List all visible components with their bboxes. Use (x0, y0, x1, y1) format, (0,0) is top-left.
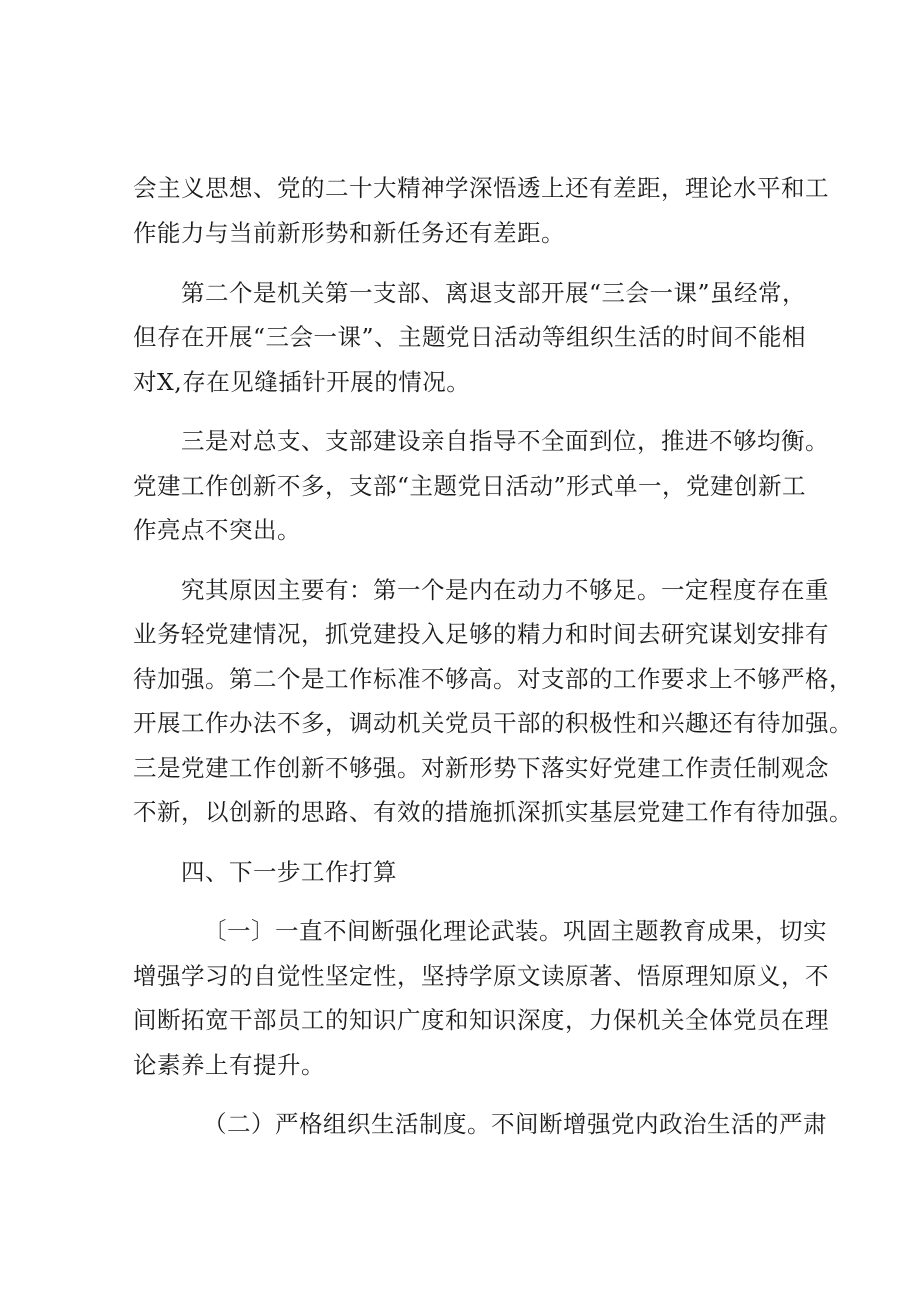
paragraph-4-line-2: 业务轻党建情况，抓党建投入足够的精力和时间去研究谋划安排有 (133, 620, 829, 648)
paragraph-1-line-1: 会主义思想、党的二十大精神学深悟透上还有差距，理论水平和工 (133, 174, 829, 202)
paragraph-3-line-3: 作亮点不突出。 (133, 516, 301, 544)
paragraph-3-line-2: 党建工作创新不多，支部“主题党日活动”形式单一，党建创新工 (133, 472, 807, 500)
section-heading: 四、下一步工作打算 (181, 858, 397, 886)
paragraph-2-line-2: 但存在开展“三会一课”、主题党日活动等组织生活的时间不能相 (133, 323, 807, 351)
item-1-line-3: 间断拓宽干部员工的知识广度和知识深度，力保机关全体党员在理 (133, 1006, 829, 1034)
paragraph-2-line-3: 对X,存在见缝插针开展的情况。 (133, 368, 471, 396)
paragraph-3-line-1: 三是对总支、支部建设亲自指导不全面到位，推进不够均衡。 (181, 427, 829, 455)
paragraph-1-line-2: 作能力与当前新形势和新任务还有差距。 (133, 219, 565, 247)
paragraph-4-line-1: 究其原因主要有：第一个是内在动力不够足。一定程度存在重 (181, 576, 829, 604)
paragraph-4-line-5: 三是党建工作创新不够强。对新形势下落实好党建工作责任制观念 (133, 754, 829, 782)
paragraph-4-line-3: 待加强。第二个是工作标准不够高。对支部的工作要求上不够严格， (133, 665, 853, 693)
item-1-line-2: 增强学习的自觉性坚定性，坚持学原文读原著、悟原理知原义，不 (133, 962, 829, 990)
paragraph-2-line-1: 第二个是机关第一支部、离退支部开展“三会一课”虽经常， (181, 279, 807, 307)
paragraph-4-line-6: 不新，以创新的思路、有效的措施抓深抓实基层党建工作有待加强。 (133, 798, 853, 826)
item-2-line-1: （二）严格组织生活制度。不间断增强党内政治生活的严肃 (203, 1110, 827, 1138)
item-1-line-4: 论素养上有提升。 (133, 1051, 325, 1079)
item-1-line-1: 〔一〕一直不间断强化理论武装。巩固主题教育成果，切实 (203, 917, 827, 945)
paragraph-4-line-4: 开展工作办法不多，调动机关党员干部的积极性和兴趣还有待加强。 (133, 709, 853, 737)
